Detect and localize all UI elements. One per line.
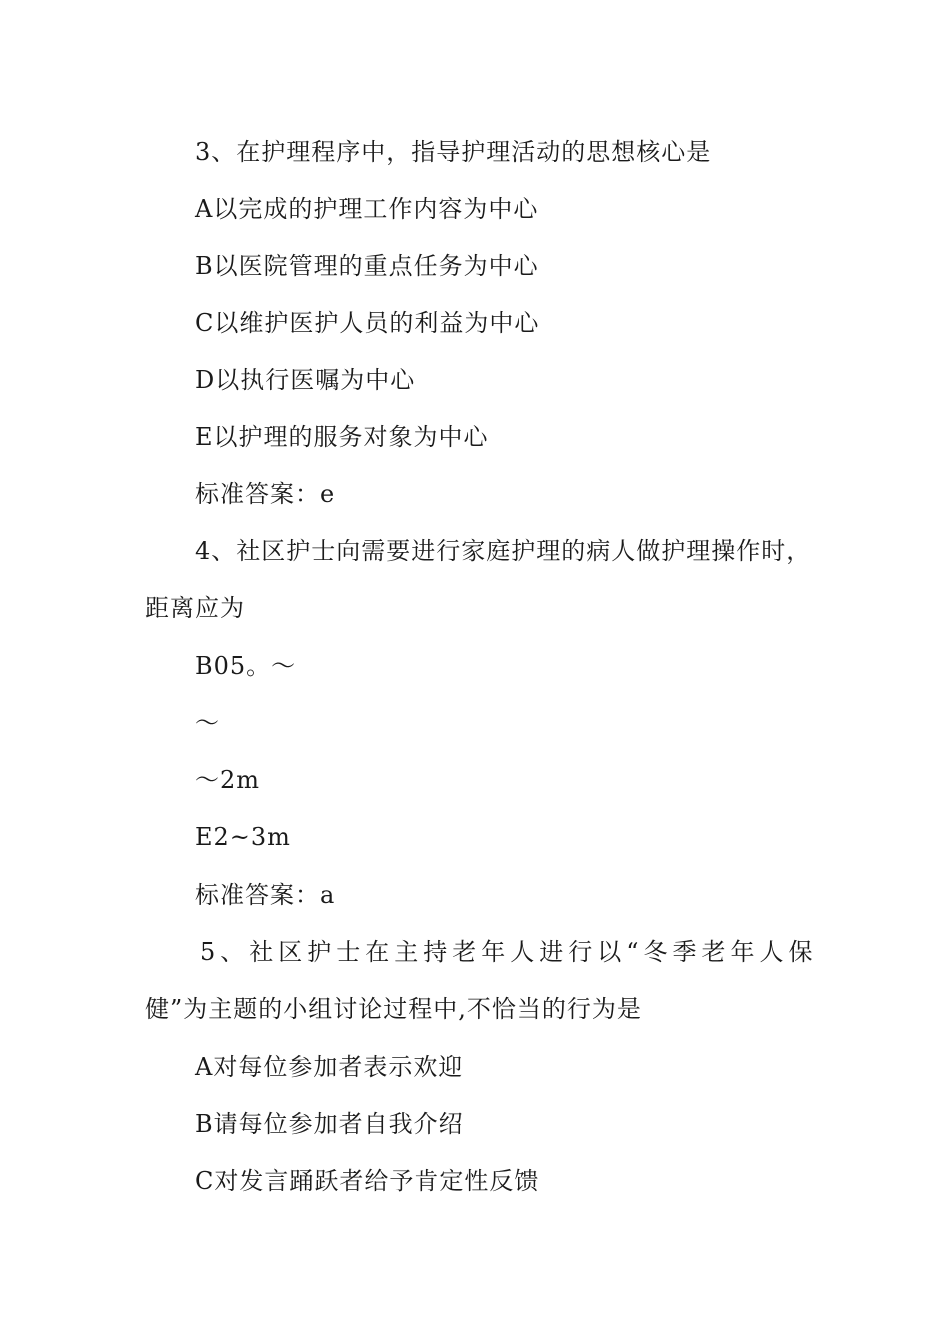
question-4-text-line2: 距离应为 (145, 594, 245, 622)
question-3-option-e: E以护理的服务对象为中心 (195, 423, 489, 451)
question-4-text-line1: 4、社区护士向需要进行家庭护理的病人做护理操作时， (195, 537, 812, 565)
question-4-option-4: E2~3m (195, 823, 291, 851)
question-3-option-b: B以医院管理的重点任务为中心 (195, 252, 539, 280)
question-4-option-3: ～2m (195, 766, 261, 794)
question-3-text: 3、在护理程序中，指导护理活动的思想核心是 (195, 138, 712, 166)
question-3-answer: 标准答案：e (195, 480, 336, 508)
question-3-option-c: C以维护医护人员的利益为中心 (195, 309, 540, 337)
question-5-text-line1: 5、社区护士在主持老年人进行以“冬季老年人保 (200, 938, 818, 966)
question-3-option-a: A以完成的护理工作内容为中心 (195, 195, 539, 223)
question-5-option-c: C对发言踊跃者给予肯定性反馈 (195, 1167, 540, 1195)
question-3-option-d: D以执行医嘱为中心 (195, 366, 416, 394)
question-5-option-a: A对每位参加者表示欢迎 (195, 1053, 464, 1081)
question-4-option-2: ～ (195, 709, 220, 737)
question-5-text-line2: 健”为主题的小组讨论过程中,不恰当的行为是 (145, 995, 642, 1023)
question-4-option-1: B05。～ (195, 652, 297, 680)
question-5-option-b: B请每位参加者自我介绍 (195, 1110, 464, 1138)
question-4-answer: 标准答案：a (195, 881, 336, 909)
